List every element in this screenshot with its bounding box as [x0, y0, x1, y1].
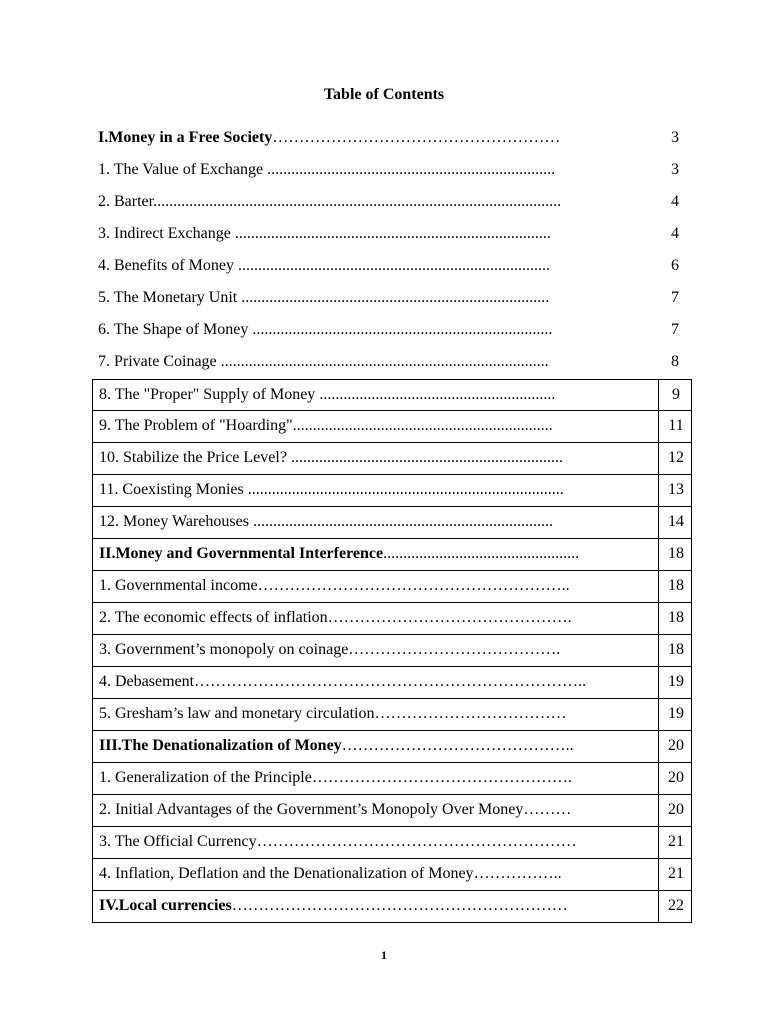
toc-dot-leader: ...........................................................................	[248, 321, 553, 338]
toc-entry	[92, 347, 692, 379]
toc-entry	[92, 667, 692, 699]
toc-page-number: 20	[668, 769, 684, 786]
toc-dot-leader: ………………………………………………	[272, 129, 561, 146]
toc-page-number: 18	[668, 545, 684, 562]
toc-dot-leader: ……………..	[473, 865, 562, 882]
toc-dot-leader: ……………………………………..	[341, 737, 574, 754]
toc-entry-label	[99, 545, 655, 563]
toc-page-number: 21	[668, 833, 684, 850]
toc-section-heading	[92, 539, 692, 571]
toc-entry-title: 1. Governmental income	[99, 577, 258, 594]
toc-entry-label	[98, 289, 654, 307]
toc-entry-label	[99, 737, 655, 755]
toc-dot-leader: .................................................	[383, 545, 580, 562]
toc-entry-label	[99, 801, 655, 819]
toc-dot-leader: ..................................................................................	[216, 353, 549, 370]
toc-dot-leader: …………………………………………………..	[257, 577, 570, 594]
toc-page-number: 8	[671, 353, 679, 370]
toc-page-number: 18	[668, 609, 684, 626]
toc-entry	[92, 379, 692, 411]
toc-entry	[92, 571, 692, 603]
toc-entry	[92, 795, 692, 827]
toc-entry	[92, 187, 692, 219]
toc-section-heading	[92, 891, 692, 923]
toc-entry-label	[99, 609, 655, 627]
toc-dot-leader: .............................................................................	[237, 289, 550, 306]
toc-entry-label	[99, 769, 655, 787]
toc-page-number: 4	[671, 193, 679, 210]
toc-dot-leader: .................................................................	[292, 417, 553, 434]
toc-entry-title: IV.Local currencies	[99, 897, 232, 914]
toc-page-number: 11	[668, 417, 684, 434]
toc-entry-title: I.Money in a Free Society	[98, 129, 273, 146]
toc-entry	[92, 635, 692, 667]
toc-dot-leader: ………………………………………………………………..	[194, 673, 587, 690]
toc-dot-leader: ...............................................................................	[243, 481, 564, 498]
toc-dot-leader: ……………………………………….	[327, 609, 572, 626]
toc-entry-title: 4. Benefits of Money	[98, 257, 234, 274]
toc-page-number: 3	[671, 129, 679, 146]
toc-entry-title: 11. Coexisting Monies	[99, 481, 244, 498]
toc-entry	[92, 827, 692, 859]
toc-entry	[92, 859, 692, 891]
toc-dot-leader: ………………………………….	[348, 641, 561, 658]
toc-dot-leader: ......................................................................................................	[153, 193, 562, 210]
toc-dot-leader: ……………………………………………………	[256, 833, 577, 850]
toc-entry-label	[98, 257, 654, 275]
page-number: 1	[381, 948, 387, 962]
toc-dot-leader: ………………………………………………………	[231, 897, 568, 914]
toc-entry	[92, 219, 692, 251]
page-title: Table of Contents	[323, 86, 445, 103]
toc-page-number: 18	[668, 577, 684, 594]
toc-entry-label	[99, 833, 655, 851]
toc-entry	[92, 155, 692, 187]
toc-entry	[92, 475, 692, 507]
toc-entry	[92, 603, 692, 635]
toc-entry-title: 9. The Problem of "Hoarding"	[99, 417, 293, 434]
toc-page-number: 3	[671, 161, 679, 178]
toc-entry-title: 3. Indirect Exchange	[98, 225, 231, 242]
toc-entry-label	[99, 705, 655, 723]
toc-entry	[92, 411, 692, 443]
toc-entry-label	[99, 641, 655, 659]
toc-entry-label	[99, 897, 655, 915]
toc-entry-label	[98, 353, 654, 371]
toc-page-number: 13	[668, 481, 684, 498]
toc-dot-leader: ........................................................................	[263, 161, 556, 178]
toc-entry-title: 12. Money Warehouses	[99, 513, 249, 530]
toc-entry-label	[98, 129, 654, 147]
toc-entry-title: II.Money and Governmental Interference	[99, 545, 384, 562]
toc-entry	[92, 507, 692, 539]
toc-dot-leader: ...........................................................................	[248, 513, 553, 530]
toc-entry-label	[99, 386, 655, 404]
toc-dot-leader: ………………………………	[374, 705, 567, 722]
toc-entry-title: 6. The Shape of Money	[98, 321, 249, 338]
toc-page-number: 21	[668, 865, 684, 882]
toc-entry-title: 1. Generalization of the Principle	[99, 769, 312, 786]
toc-entry-title: 2. The economic effects of inflation	[99, 609, 328, 626]
toc-entry-title: 7. Private Coinage	[98, 353, 217, 370]
toc-entry-title: 5. The Monetary Unit	[98, 289, 238, 306]
toc-entry	[92, 283, 692, 315]
toc-entry-title: 3. Government’s monopoly on coinage	[99, 641, 349, 658]
toc-page-number: 18	[668, 641, 684, 658]
toc-entry-label	[99, 417, 655, 435]
toc-entry-label	[99, 673, 655, 691]
toc-entry-title: 4. Debasement	[99, 673, 195, 690]
toc-dot-leader: ..............................................................................	[233, 257, 550, 274]
toc-page-number: 6	[671, 257, 679, 274]
toc-page-number: 12	[668, 449, 684, 466]
toc-entry-label	[98, 193, 654, 211]
toc-entry	[92, 315, 692, 347]
toc-entry-title: 2. Initial Advantages of the Government’s Monopoly Over Money	[99, 801, 524, 818]
toc-dot-leader: ………………………………………….	[311, 769, 572, 786]
toc-entry	[92, 699, 692, 731]
toc-page-number: 7	[671, 321, 679, 338]
toc-entry-title: 3. The Official Currency	[99, 833, 257, 850]
toc-page-number: 20	[668, 737, 684, 754]
toc-entry-label	[99, 481, 655, 499]
toc-entry-label	[98, 225, 654, 243]
toc-entry-title: 5. Gresham’s law and monetary circulation	[99, 705, 375, 722]
toc-entry	[92, 763, 692, 795]
toc-page-number: 19	[668, 705, 684, 722]
toc-dot-leader: ………	[523, 801, 572, 818]
toc-dot-leader: ....................................................................	[286, 449, 563, 466]
toc-entry-title: 2. Barter	[98, 193, 154, 210]
toc-page-number: 20	[668, 801, 684, 818]
toc-section-heading	[92, 731, 692, 763]
toc-entry-title: 1. The Value of Exchange	[98, 161, 264, 178]
toc-page-number: 19	[668, 673, 684, 690]
toc-entry-label	[98, 321, 654, 339]
toc-entry-label	[98, 161, 654, 179]
toc-page-number: 4	[671, 225, 679, 242]
toc-section-heading	[92, 123, 692, 155]
toc-dot-leader: ...............................................................................	[230, 225, 551, 242]
toc-entry-title: 8. The "Proper" Supply of Money	[99, 386, 316, 403]
toc-entry	[92, 443, 692, 475]
toc-page-number: 9	[672, 386, 680, 403]
table-of-contents	[92, 123, 692, 923]
toc-entry	[92, 251, 692, 283]
toc-entry-title: 4. Inflation, Deflation and the Denationalization of Money	[99, 865, 474, 882]
toc-entry-label	[99, 449, 655, 467]
toc-entry-label	[99, 577, 655, 595]
toc-dot-leader: ...........................................................	[315, 386, 556, 403]
toc-entry-label	[99, 865, 655, 883]
toc-page-number: 22	[668, 897, 684, 914]
toc-entry-title: 10. Stabilize the Price Level?	[99, 449, 287, 466]
toc-entry-label	[99, 513, 655, 531]
toc-page-number: 7	[671, 289, 679, 306]
toc-page-number: 14	[668, 513, 684, 530]
toc-entry-title: III.The Denationalization of Money	[99, 737, 342, 754]
